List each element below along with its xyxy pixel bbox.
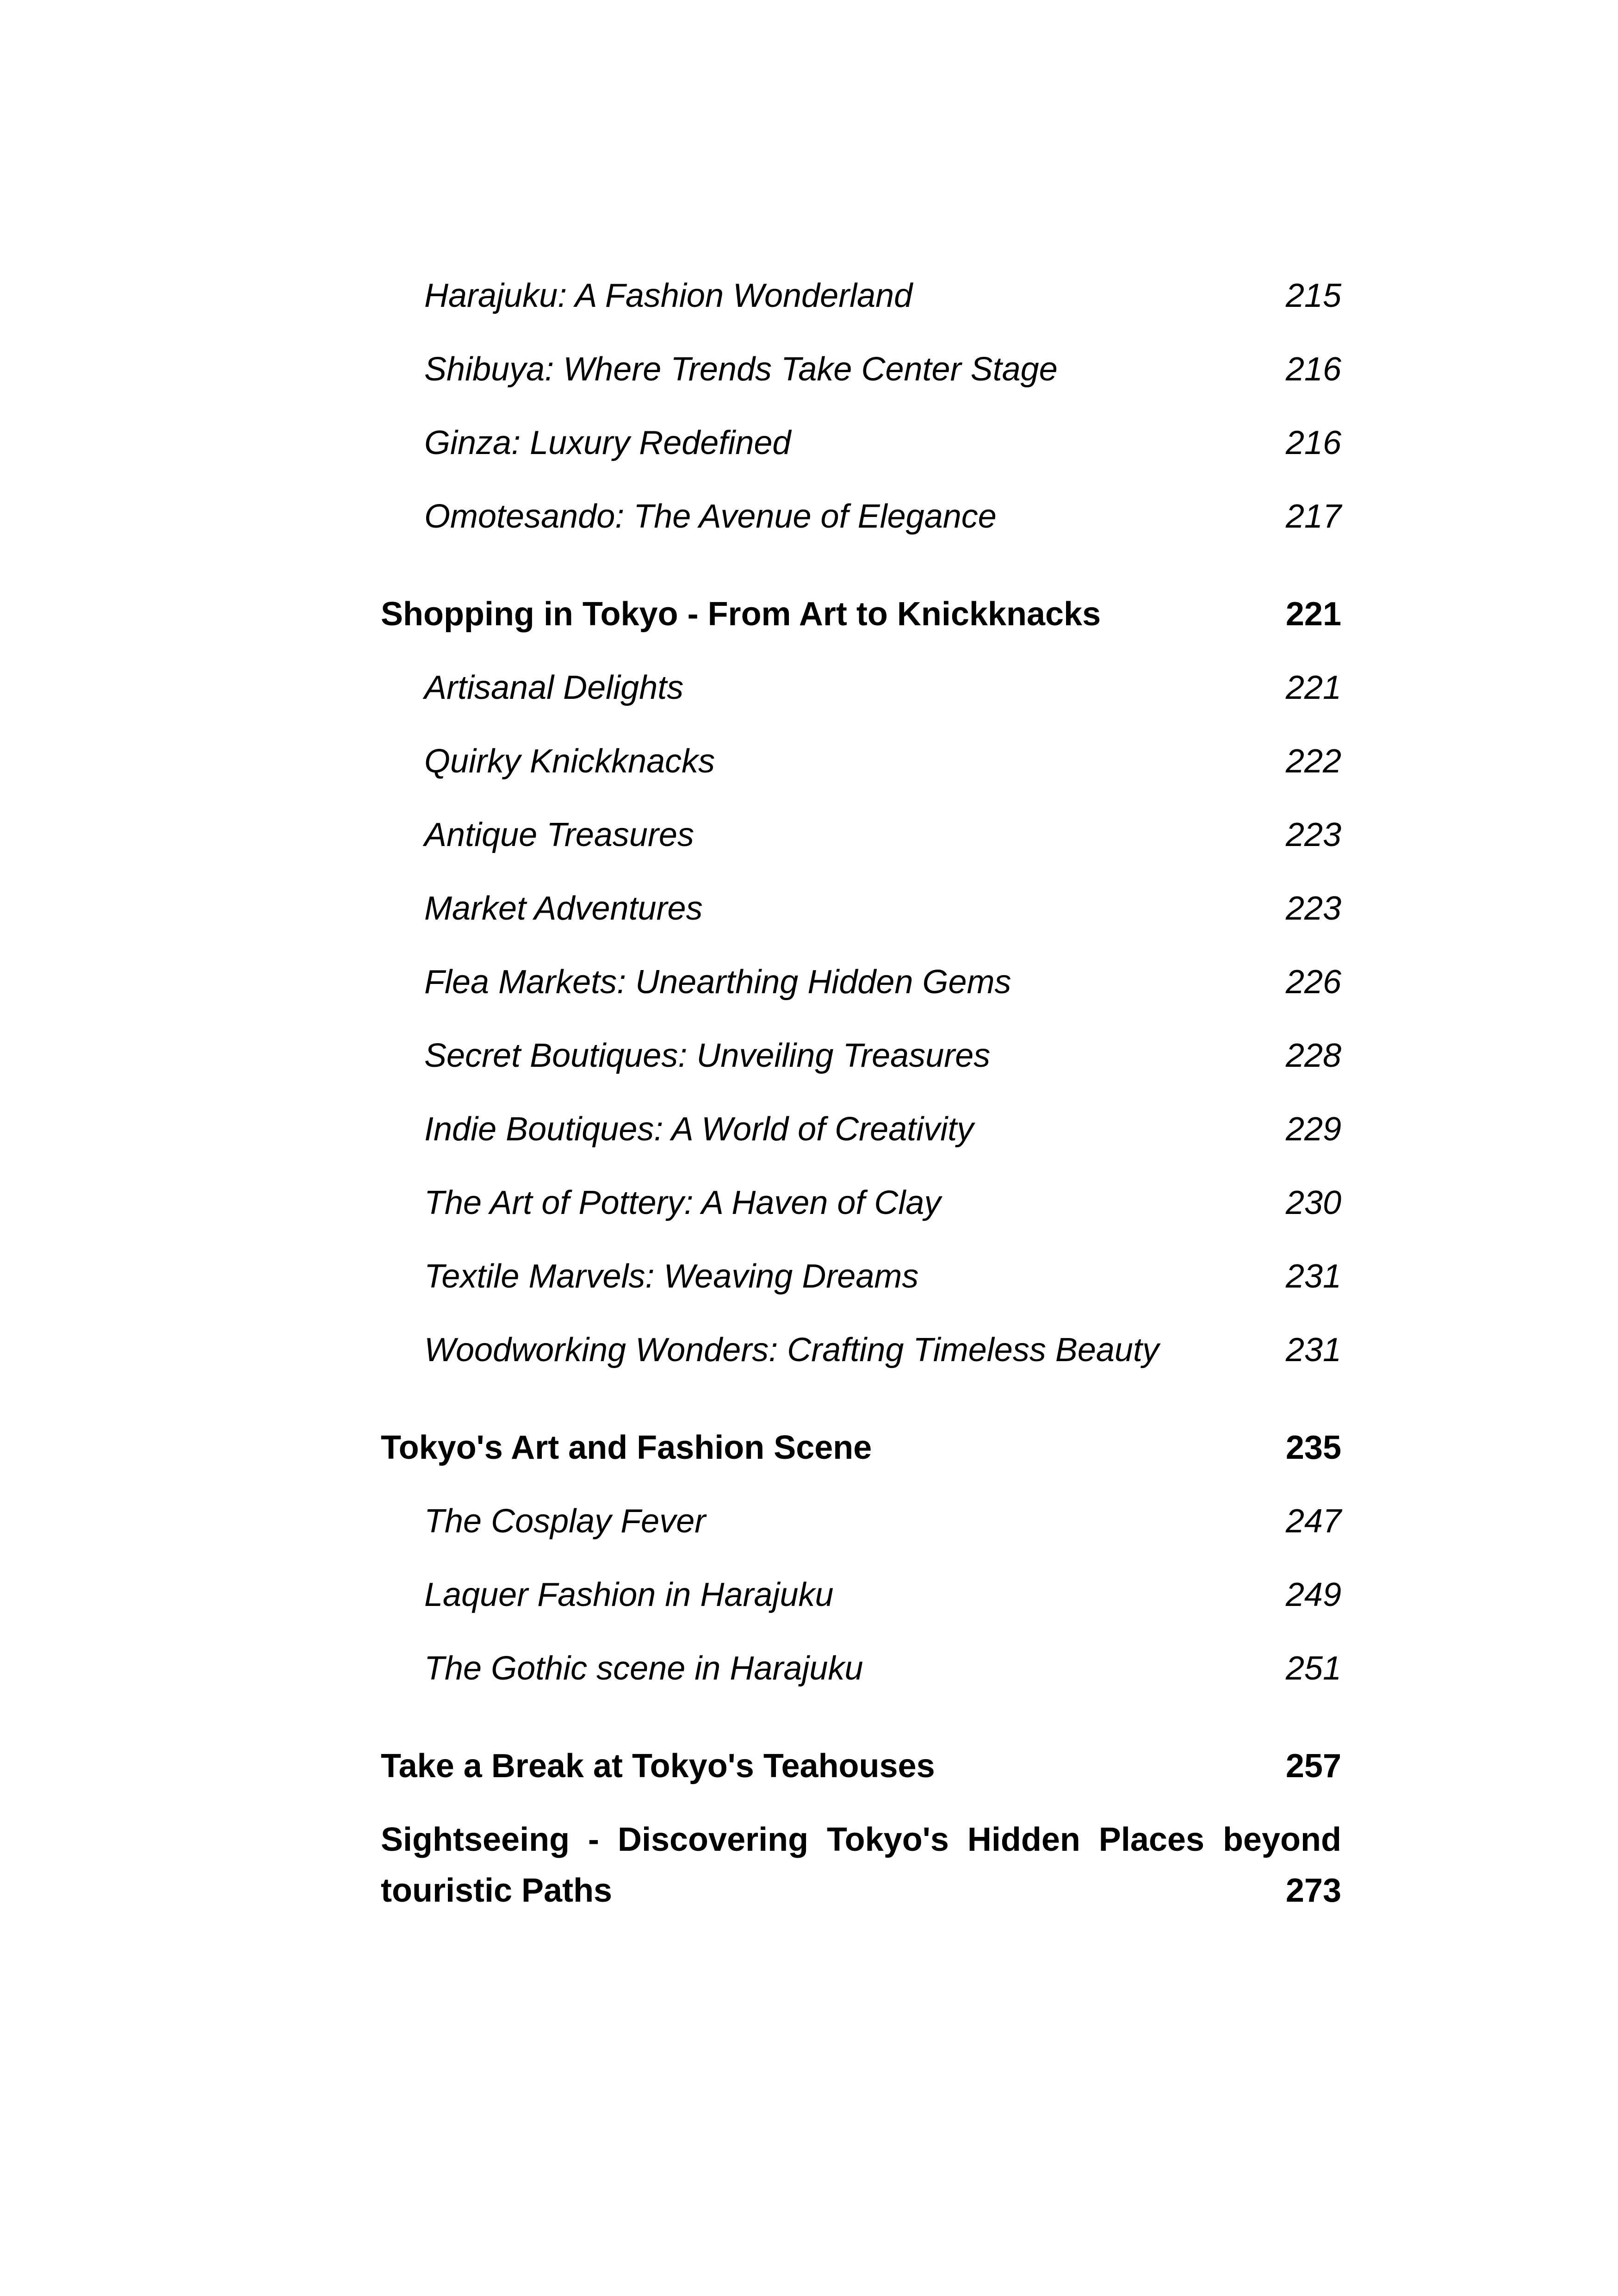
toc-entry-title: Secret Boutiques: Unveiling Treasures [424, 1037, 991, 1074]
toc-entry[interactable] [381, 480, 1341, 554]
toc-entry-title: Shibuya: Where Trends Take Center Stage [424, 351, 1058, 388]
toc-entry[interactable] [381, 872, 1341, 946]
toc-section-title-line1 [381, 1814, 1341, 1865]
toc-entry-page: 251 [1285, 1650, 1341, 1687]
toc-section-page: 235 [1285, 1429, 1341, 1466]
toc-entry[interactable] [381, 1019, 1341, 1093]
toc-entry[interactable] [381, 333, 1341, 406]
toc-entry-title: Omotesando: The Avenue of Elegance [424, 498, 997, 535]
toc-entry[interactable] [381, 1093, 1341, 1166]
title-word: beyond [1222, 1821, 1341, 1858]
toc-entry-title: Market Adventures [424, 890, 703, 927]
toc-entry[interactable] [381, 1485, 1341, 1558]
toc-entry-title: Indie Boutiques: A World of Creativity [424, 1111, 974, 1148]
toc-section-page: 257 [1285, 1748, 1341, 1785]
toc-entry[interactable] [381, 1240, 1341, 1313]
toc-section-page: 221 [1285, 596, 1341, 633]
toc-entry[interactable] [381, 946, 1341, 1019]
toc-entry-title: Ginza: Luxury Redefined [424, 424, 791, 461]
toc-section-title-line2 [381, 1865, 1341, 1916]
toc-entry-title: The Gothic scene in Harajuku [424, 1650, 863, 1687]
toc-section[interactable] [381, 578, 1341, 651]
toc-entry[interactable] [381, 1558, 1341, 1632]
toc-entry-title: Laquer Fashion in Harajuku [424, 1576, 834, 1613]
title-word: Places [1098, 1821, 1204, 1858]
toc-entry-title: Flea Markets: Unearthing Hidden Gems [424, 964, 1011, 1001]
table-of-contents [381, 259, 1341, 1916]
section-spacer [381, 1705, 1341, 1730]
toc-entry-page: 228 [1285, 1037, 1341, 1074]
toc-section-title: Shopping in Tokyo - From Art to Knickknacks [381, 596, 1101, 633]
toc-section[interactable] [381, 1730, 1341, 1803]
toc-entry-page: 222 [1285, 743, 1341, 780]
section-spacer [381, 1387, 1341, 1411]
title-word: Discovering [617, 1821, 809, 1858]
toc-entry-page: 217 [1285, 498, 1341, 535]
toc-entry-page: 247 [1285, 1503, 1341, 1540]
section-spacer [381, 554, 1341, 578]
toc-entry-page: 223 [1285, 890, 1341, 927]
toc-entry-page: 226 [1285, 964, 1341, 1001]
toc-entry-title: Woodworking Wonders: Crafting Timeless Beauty [424, 1332, 1159, 1369]
toc-entry[interactable] [381, 651, 1341, 725]
title-word: - [588, 1821, 599, 1858]
toc-entry[interactable] [381, 1166, 1341, 1240]
toc-entry-page: 230 [1285, 1184, 1341, 1221]
toc-section-title-continued: touristic Paths [381, 1872, 613, 1909]
toc-entry-title: The Art of Pottery: A Haven of Clay [424, 1184, 941, 1221]
toc-entry-page: 223 [1285, 816, 1341, 853]
toc-entry[interactable] [381, 259, 1341, 333]
toc-entry-page: 249 [1285, 1576, 1341, 1613]
toc-entry-page: 216 [1285, 424, 1341, 461]
toc-entry-page: 215 [1285, 277, 1341, 314]
toc-section[interactable] [381, 1411, 1341, 1485]
toc-entry-title: Artisanal Delights [424, 669, 684, 706]
toc-entry-page: 221 [1285, 669, 1341, 706]
toc-entry-page: 216 [1285, 351, 1341, 388]
toc-entry-page: 229 [1285, 1111, 1341, 1148]
toc-entry-page: 231 [1285, 1258, 1341, 1295]
toc-entry-title: Harajuku: A Fashion Wonderland [424, 277, 913, 314]
toc-entry[interactable] [381, 406, 1341, 480]
toc-entry[interactable] [381, 1632, 1341, 1705]
toc-entry-title: The Cosplay Fever [424, 1503, 706, 1540]
toc-section-sightseeing[interactable] [381, 1803, 1341, 1916]
title-word: Tokyo's [827, 1821, 949, 1858]
title-word: Sightseeing [381, 1821, 570, 1858]
toc-entry[interactable] [381, 798, 1341, 872]
toc-entry[interactable] [381, 725, 1341, 798]
toc-entry-title: Antique Treasures [424, 816, 694, 853]
toc-entry-page: 231 [1285, 1332, 1341, 1369]
toc-section-title: Take a Break at Tokyo's Teahouses [381, 1748, 935, 1785]
toc-section-page: 273 [1285, 1872, 1341, 1909]
toc-entry-title: Textile Marvels: Weaving Dreams [424, 1258, 919, 1295]
toc-entry-title: Quirky Knickknacks [424, 743, 715, 780]
toc-section-title: Tokyo's Art and Fashion Scene [381, 1429, 872, 1466]
title-word: Hidden [967, 1821, 1080, 1858]
toc-entry[interactable] [381, 1313, 1341, 1387]
